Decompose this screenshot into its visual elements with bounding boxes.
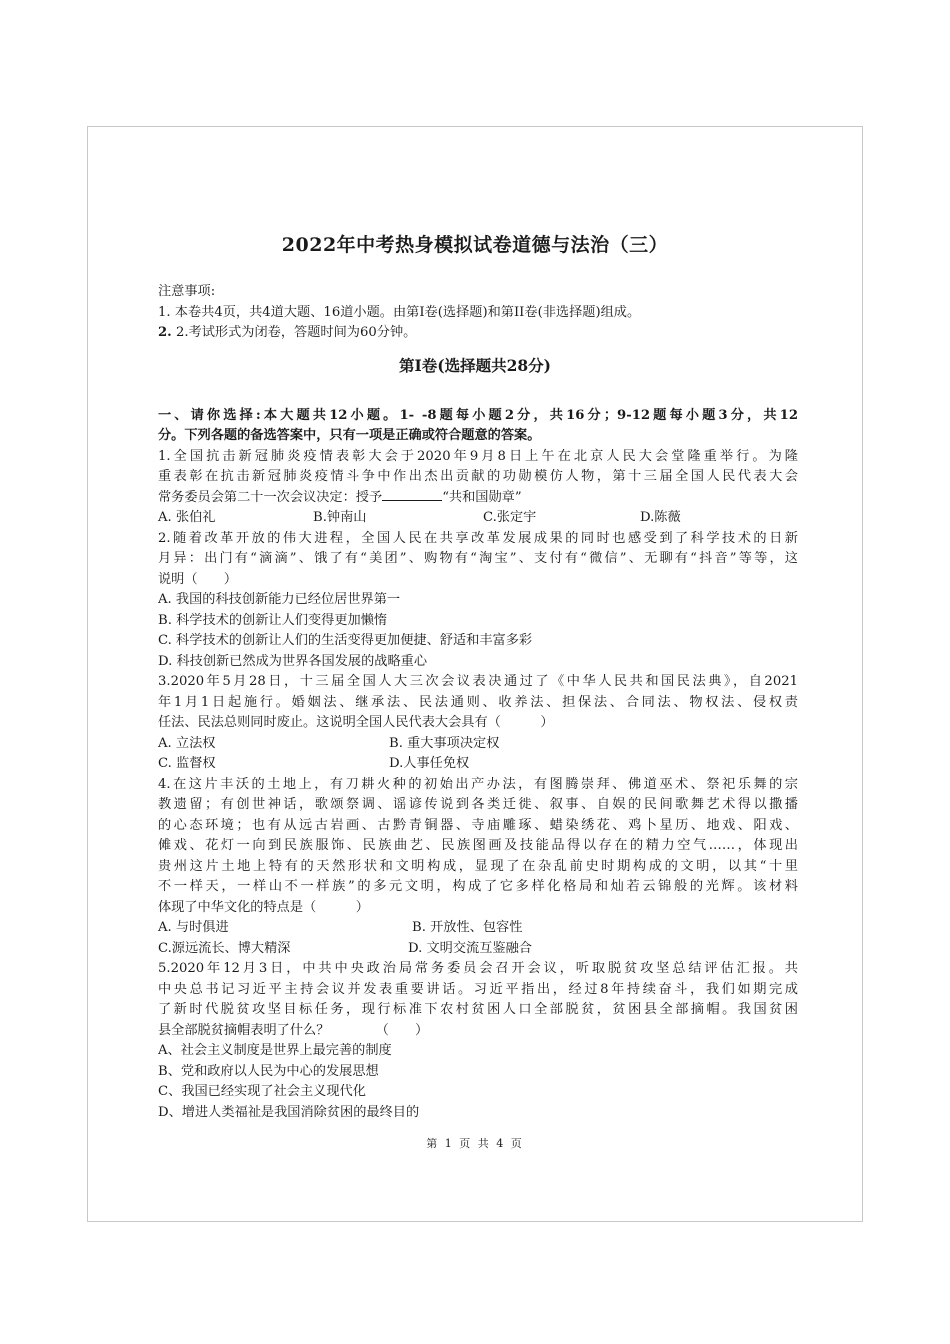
q4-line1: 4.在这片丰沃的土地上，有刀耕火种的初始出产办法，有图腾崇拜、佛道巫术、祭祀乐舞的宗 — [158, 777, 798, 792]
q1-line3-b: “共和国勋章” — [442, 490, 522, 505]
q4-line3: 的心态环境；也有从远古岩画、古黔青铜器、寺庙雕琢、蜡染绣花、鸡卜星历、地戏、阳戏、 — [158, 818, 798, 833]
q5-line2: 中央总书记习近平主持会议并发表重要讲话。习近平指出，经过8年持续奋斗，我们如期完成 — [158, 982, 798, 997]
q2-line2: 月异：出门有“滴滴”、饿了有“美团”、购物有“淘宝”、支付有“微信”、无聊有“抖音”等等，这 — [158, 551, 798, 566]
q5-option-d: D、增进人类福祉是我国消除贫困的最终目的 — [158, 1105, 420, 1120]
q5-line1: 5.2020年12月3日，中共中央政治局常务委员会召开会议，听取脱贫攻坚总结评估汇报。共 — [158, 961, 798, 976]
notice-item-2 — [158, 323, 798, 344]
notice-item-1: 1. 本卷共4页，共4道大题、16道小题。由第I卷(选择题)和第II卷(非选择题)组成。 — [158, 305, 641, 320]
q3-line2: 年1月1日起施行。婚姻法、继承法、民法通则、收养法、担保法、合同法、物权法、侵权责 — [158, 695, 798, 710]
q5-option-a: A、社会主义制度是世界上最完善的制度 — [158, 1043, 392, 1058]
q1-option-c: C.张定宇 — [483, 510, 537, 525]
q3-option-a: A. 立法权 — [158, 736, 216, 751]
q1-answer-blank — [382, 488, 442, 501]
notice-item-2-number: 2. — [158, 325, 172, 340]
section-title: 第I卷(选择题共28分) — [399, 356, 551, 375]
q3-option-c: C. 监督权 — [158, 756, 216, 771]
q1-option-a: A. 张伯礼 — [158, 510, 216, 525]
q4-line6: 不一样天，一样山不一样族”的多元文明，构成了它多样化格局和灿若云锦般的光辉。该材料 — [158, 879, 798, 894]
exam-title: 2022年中考热身模拟试卷道德与法治（三） — [281, 234, 669, 256]
q2-option-a: A. 我国的科技创新能力已经位居世界第一 — [158, 592, 401, 607]
q4-option-a: A. 与时俱进 — [158, 920, 229, 935]
q3-option-d: D.人事任免权 — [389, 756, 470, 771]
q2-line3: 说明（ ） — [158, 572, 238, 587]
q1-line3 — [158, 488, 798, 509]
q2-line1: 2.随着改革开放的伟大进程，全国人民在共享改革发展成果的同时也感受到了科学技术的日新 — [158, 531, 798, 546]
notice-item-2-text: 2.考试形式为闭卷，答题时间为60分钟。 — [171, 325, 417, 340]
q3-line3: 任法、民法总则同时废止。这说明全国人民代表大会具有（ ） — [158, 715, 554, 730]
q5-line3: 了新时代脱贫攻坚目标任务，现行标准下农村贫困人口全部脱贫，贫困县全部摘帽。我国贫困 — [158, 1002, 798, 1017]
q4-line4: 傩戏、花灯一向到民族服饰、民族曲艺、民族图画及技能品得以存在的精力空气……，体现出 — [158, 838, 798, 853]
q5-option-b: B、党和政府以人民为中心的发展思想 — [158, 1064, 379, 1079]
part1-instructions-line1: 一、请你选择:本大题共12小题。1- -8题每小题2分，共16分；9-12题每小题3分，共12 — [158, 408, 798, 423]
q4-line7: 体现了中华文化的特点是（ ） — [158, 900, 369, 915]
notice-heading: 注意事项: — [158, 284, 216, 299]
q4-option-d: D. 文明交流互鉴融合 — [408, 941, 532, 956]
q4-option-b: B. 开放性、包容性 — [412, 920, 523, 935]
part1-instructions-line2: 分。下列各题的备选答案中，只有一项是正确或符合题意的答案。 — [158, 428, 541, 443]
q1-option-d: D.陈薇 — [640, 510, 681, 525]
q2-option-d: D. 科技创新已然成为世界各国发展的战略重心 — [158, 654, 428, 669]
q5-line4: 县全部脱贫摘帽表明了什么？ （ ） — [158, 1023, 429, 1038]
q4-option-c: C.源远流长、博大精深 — [158, 941, 291, 956]
q1-line1: 1.全国抗击新冠肺炎疫情表彰大会于2020年9月8日上午在北京人民大会堂隆重举行。为隆 — [158, 449, 798, 464]
q1-line3-a: 常务委员会第二十一次会议决定：授予 — [158, 490, 383, 505]
q4-line5: 贵州这片土地上特有的天然形状和文明构成，显现了在杂乱前史时期构成的文明，以其“十里 — [158, 859, 798, 874]
q1-line2: 重表彰在抗击新冠肺炎疫情斗争中作出杰出贡献的功勋模仿人物，第十三届全国人民代表大会 — [158, 469, 798, 484]
q5-option-c: C、我国已经实现了社会主义现代化 — [158, 1084, 366, 1099]
q3-option-b: B. 重大事项决定权 — [389, 736, 500, 751]
q3-line1: 3.2020年5月28日，十三届全国人大三次会议表决通过了《中华人民共和国民法典》，自2021 — [158, 674, 798, 689]
page-footer: 第 1 页 共 4 页 — [426, 1137, 524, 1150]
q1-option-b: B.钟南山 — [313, 510, 367, 525]
q4-line2: 教遗留；有创世神话，歌颂祭调、谣谚传说到各类迁徙、叙事、自娱的民间歌舞艺术得以撒播 — [158, 797, 798, 812]
q2-option-b: B. 科学技术的创新让人们变得更加懒惰 — [158, 613, 388, 628]
q2-option-c: C. 科学技术的创新让人们的生活变得更加便捷、舒适和丰富多彩 — [158, 633, 533, 648]
